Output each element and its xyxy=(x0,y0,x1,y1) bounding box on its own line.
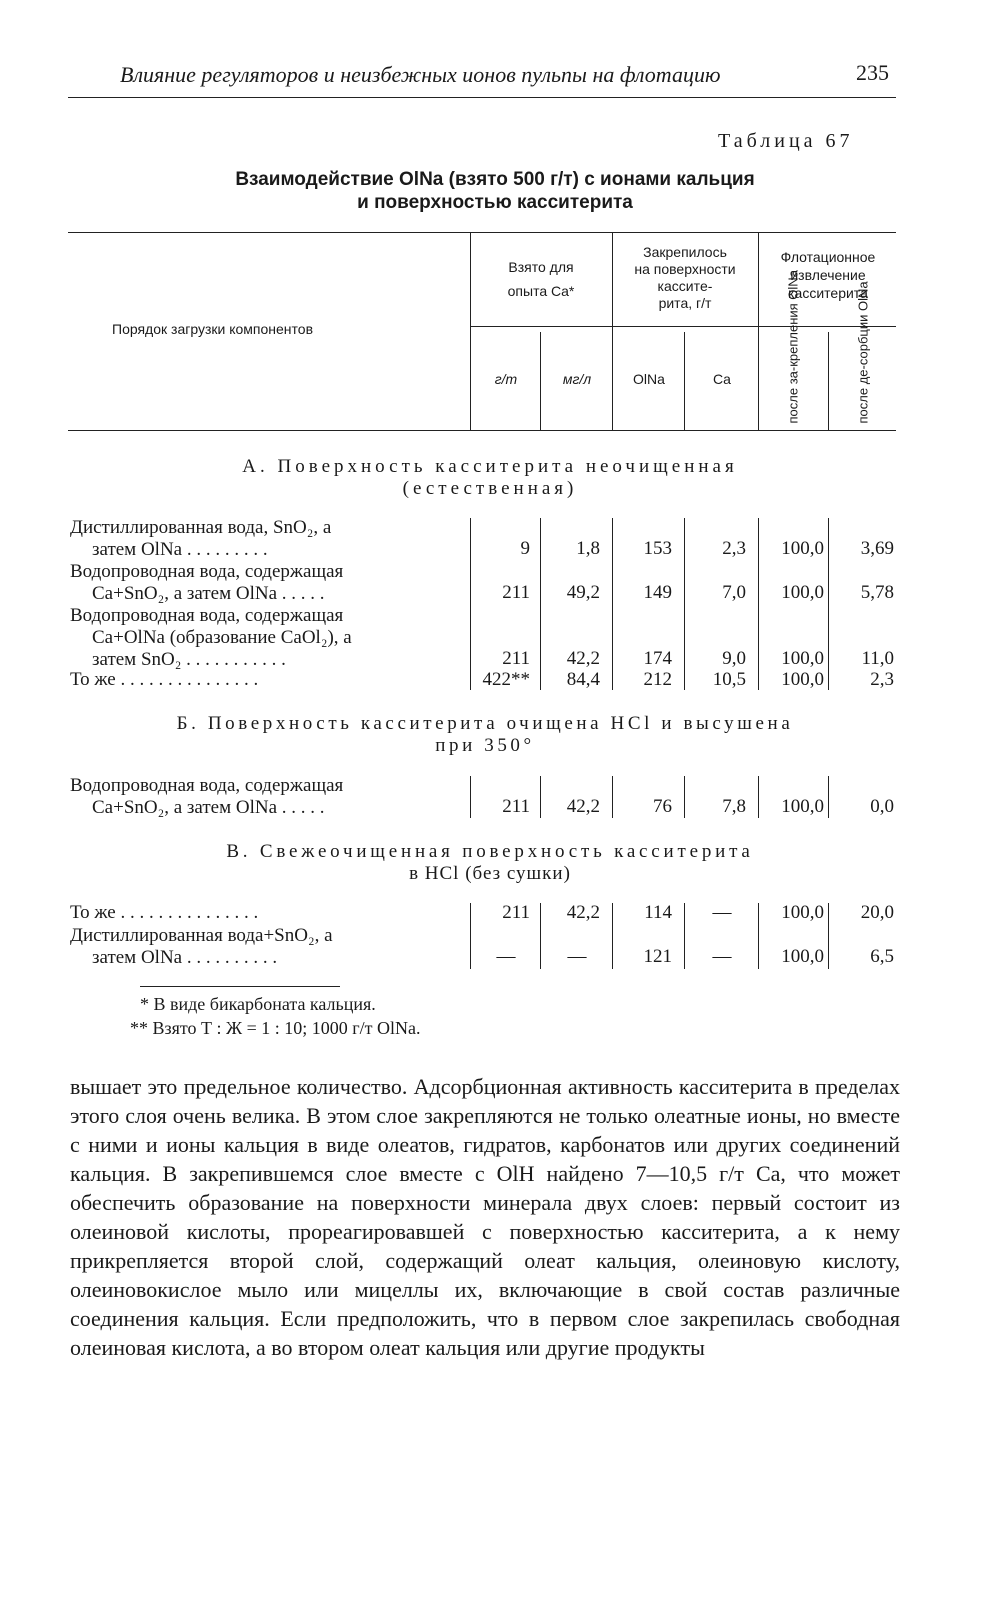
table-row-label: То же . . . . . . . . . . . . . . . xyxy=(70,669,259,690)
col-header-olna: OlNa xyxy=(633,371,665,387)
section-b-title: Б. Поверхность касситерита очищена HCl и высушена при 350° xyxy=(176,713,794,756)
header-divider xyxy=(828,332,829,430)
table-row-label: Водопроводная вода, содержащая Ca+SnO₂, а затем OlNa . . . . . xyxy=(70,775,344,818)
table-title xyxy=(90,168,900,214)
body-divider xyxy=(828,518,829,690)
table-cell: 7,8 xyxy=(722,796,746,817)
table-cell: 100,0 xyxy=(781,669,824,690)
table-cell: 100,0 xyxy=(781,796,824,817)
body-divider xyxy=(758,518,759,690)
table-cell: 211 xyxy=(502,796,530,817)
table-cell: 211 xyxy=(502,582,530,603)
table-cell: 6,5 xyxy=(870,946,894,967)
col-header-fixed: Закрепилось на поверхности касситe- рита, г/т xyxy=(634,244,736,311)
table-row-label: То же . . . . . . . . . . . . . . . xyxy=(70,902,259,923)
table-cell: 11,0 xyxy=(861,648,894,669)
col-header-after-fix: после за-крепления OlNa xyxy=(785,270,801,424)
body-divider xyxy=(758,903,759,969)
body-paragraph xyxy=(70,1072,900,1362)
table-number: Таблица 67 xyxy=(718,130,854,152)
body-divider xyxy=(684,776,685,818)
table-row-label: Водопроводная вода, содержащая Ca+SnO₂, а затем OlNa . . . . . xyxy=(70,561,344,604)
col-header-order: Порядок загрузки компонентов xyxy=(112,321,314,337)
page-number: 235 xyxy=(856,60,889,85)
table-top-rule xyxy=(68,232,896,233)
body-divider xyxy=(684,518,685,690)
body-divider xyxy=(828,776,829,818)
header-rule xyxy=(68,97,896,98)
table-cell: — xyxy=(496,946,516,967)
table-cell: 5,78 xyxy=(860,582,894,603)
table-cell: 84,4 xyxy=(566,669,600,690)
table-title-line1: Взаимодействие OlNa (взято 500 г/т) с ионами кальция xyxy=(235,169,755,190)
table-cell: 212 xyxy=(643,669,672,690)
table-cell: 149 xyxy=(643,582,672,603)
footnote-2: ** Взято Т : Ж = 1 : 10; 1000 г/т OlNa. xyxy=(130,1018,421,1038)
body-divider xyxy=(758,776,759,818)
table-cell: 153 xyxy=(643,538,672,559)
col-header-flotation: Флотационное извлечение касситерита xyxy=(780,249,876,301)
body-paragraph-text: вышает это предельное количество. Адсорбционная активность касситерита в пределах этого слоя очень велика. В этом слое закрепляются не только олеатные ионы, но вместе с ними и ионы кальция в виде олеатов, гидратов, карбонатов или других соединений кальция. В закрепившемся слое вместе с OlH найдено 7—10,5 г/т Ca, что может обеспечить образование на поверхности минерала двух слоев: первый состоит из олеиновой кислоты, прореагировавшей с поверхностью касситерита, а к нему прикрепляется второй слой, содержащий олеат кальция, олеиновую кислоту, олеиновокислое мыло или мицеллы их, включающие в свой состав различные соединения кальция. Если предположить, что в первом слое закрепилась свободная олеиновая кислота, а во втором олеат кальция или другие продукты xyxy=(70,1074,900,1360)
table-cell: 422** xyxy=(482,669,530,690)
table-cell: 42,2 xyxy=(566,902,600,923)
table-cell: 9 xyxy=(520,538,530,559)
table-row-label: Дистиллированная вода+SnO₂, а затем OlNa . . . . . . . . . . xyxy=(70,925,333,968)
table-cell: 7,0 xyxy=(722,582,746,603)
table-row-label: Дистиллированная вода, SnO₂, а затем OlNa . . . . . . . . . xyxy=(70,517,332,560)
table-cell: 174 xyxy=(643,648,672,669)
table-cell: 114 xyxy=(644,902,672,923)
footnote-1: * В виде бикарбоната кальция. xyxy=(140,994,376,1014)
header-divider xyxy=(612,233,613,430)
header-divider xyxy=(540,332,541,430)
table-cell: 9,0 xyxy=(722,648,746,669)
running-title: Влияние регуляторов и неизбежных ионов пульпы на флотацию xyxy=(120,62,721,87)
table-header-bottom-rule xyxy=(68,430,896,431)
col-header-after-desorption: после де-сорбции OlNa xyxy=(855,281,871,424)
table-cell: 100,0 xyxy=(781,902,824,923)
table-cell: 10,5 xyxy=(712,669,746,690)
table-row-label: Водопроводная вода, содержащая Ca+OlNa (образование CaOl₂), а затем SnO₂ . . . . . . . . . . . xyxy=(70,605,352,670)
col-header-mgl: мг/л xyxy=(562,371,592,387)
footnote-rule xyxy=(140,986,340,987)
header-divider xyxy=(758,233,759,430)
table-cell: 42,2 xyxy=(566,796,600,817)
body-divider xyxy=(684,903,685,969)
table-title-line2: и поверхностью касситерита xyxy=(357,192,633,213)
section-a-title: А. Поверхность касситерита неочищенная (естественная) xyxy=(242,456,738,499)
section-c-title: В. Свежеочищенная поверхность касситерита в HCl (без сушки) xyxy=(226,841,754,884)
table-cell: — xyxy=(567,946,587,967)
table-cell: — xyxy=(712,946,732,967)
table-cell: 1,8 xyxy=(576,538,600,559)
table-cell: 100,0 xyxy=(781,648,824,669)
header-divider xyxy=(684,332,685,430)
table-cell: 2,3 xyxy=(722,538,746,559)
table-cell: 121 xyxy=(643,946,672,967)
table-subheader-rule xyxy=(470,326,896,327)
table-cell: 100,0 xyxy=(781,946,824,967)
col-header-ca: Ca xyxy=(713,371,731,387)
table-cell: 211 xyxy=(502,648,530,669)
col-header-gt: г/т xyxy=(494,371,518,387)
table-cell: 211 xyxy=(502,902,530,923)
table-cell: 76 xyxy=(653,796,672,817)
table-cell: 20,0 xyxy=(860,902,894,923)
table-cell: 42,2 xyxy=(566,648,600,669)
table-cell: 0,0 xyxy=(870,796,894,817)
table-cell: 100,0 xyxy=(781,582,824,603)
table-cell: 100,0 xyxy=(781,538,824,559)
table-cell: 2,3 xyxy=(870,669,894,690)
table-cell: 49,2 xyxy=(566,582,600,603)
table-cell: 3,69 xyxy=(860,538,894,559)
col-header-taken: Взято для опыта Ca* xyxy=(507,259,575,299)
body-divider xyxy=(828,903,829,969)
table-cell: — xyxy=(712,902,732,923)
